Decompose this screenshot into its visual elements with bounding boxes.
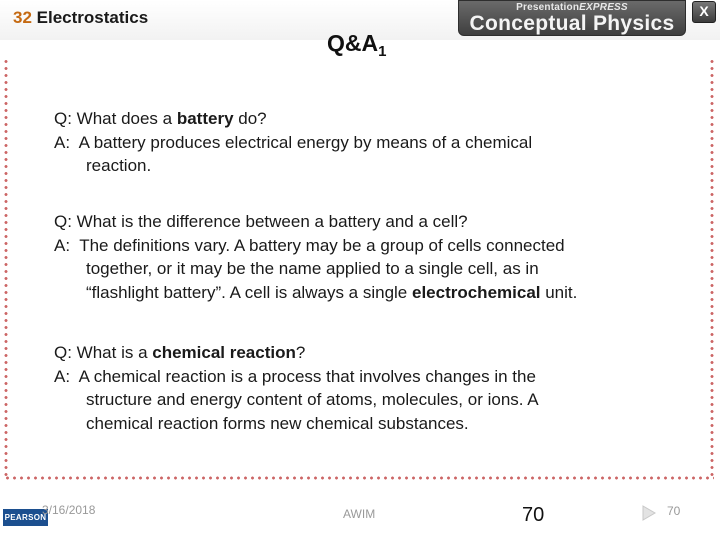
chapter-heading <box>13 8 148 28</box>
footer-date: 3/16/2018 <box>42 503 96 517</box>
slide-number: 70 <box>522 504 545 526</box>
question-3-keyword: chemical reaction <box>152 343 296 362</box>
slide-title-subscript: 1 <box>378 43 387 60</box>
brand-title: Conceptual Physics <box>469 12 675 35</box>
answer-2-keyword: electrochemical <box>411 282 541 302</box>
qa-block-2 <box>54 210 694 304</box>
answer-3: A: A chemical reaction is a process that involves changes in the structure and energy content of atoms, molecules, or ions. A chemical reaction forms new chemical substances. <box>54 365 694 436</box>
answer-3-line-3: chemical reaction forms new chemical substances. <box>86 413 469 433</box>
footer-awim: AWIM <box>343 507 376 521</box>
slide-title-main: Q&A <box>327 30 379 56</box>
arrow-right-icon <box>641 503 667 523</box>
answer-3-line-2: structure and energy content of atoms, molecules, or ions. A <box>86 390 539 409</box>
question-1-keyword: battery <box>176 109 234 128</box>
qa-block-3 <box>54 341 694 435</box>
left-dotted-border <box>4 58 8 478</box>
question-3: Q: What is a chemical reaction? <box>54 343 306 362</box>
answer-2-line-3: “flashlight battery”. A cell is always a single electrochemical unit. <box>86 282 578 302</box>
chapter-title: Electrostatics <box>36 8 149 27</box>
page-number: 70 <box>667 504 681 518</box>
qa-block-1 <box>54 107 694 178</box>
close-button[interactable]: X <box>692 1 716 23</box>
answer-2-line-2: together, or it may be the name applied to a single cell, as in <box>86 259 539 278</box>
question-1: Q: What does a battery do? <box>54 109 267 128</box>
answer-1-label: A: <box>54 132 71 152</box>
question-2: Q: What is the difference between a battery and a cell? <box>54 212 468 231</box>
answer-3-label: A: <box>54 366 71 386</box>
brand-prefix: Presentation <box>516 2 580 13</box>
right-dotted-border <box>710 58 714 478</box>
chapter-number: 32 <box>13 8 32 27</box>
brand-suffix: EXPRESS <box>579 2 628 13</box>
answer-1: A: A battery produces electrical energy by means of a chemical reaction. <box>54 131 694 178</box>
brand-banner <box>458 0 686 36</box>
answer-2: A: The definitions vary. A battery may be a group of cells connected together, or it may be the name applied to a single cell, as in “flashlight battery”. A cell is always a single electrochemical unit. <box>54 234 694 305</box>
answer-1-continuation: reaction. <box>86 156 152 175</box>
slide-title <box>327 30 386 60</box>
next-page-button[interactable] <box>641 503 687 523</box>
pearson-logo: PEARSON <box>3 509 48 526</box>
answer-2-label: A: <box>54 235 71 255</box>
bottom-dotted-border <box>4 476 714 480</box>
